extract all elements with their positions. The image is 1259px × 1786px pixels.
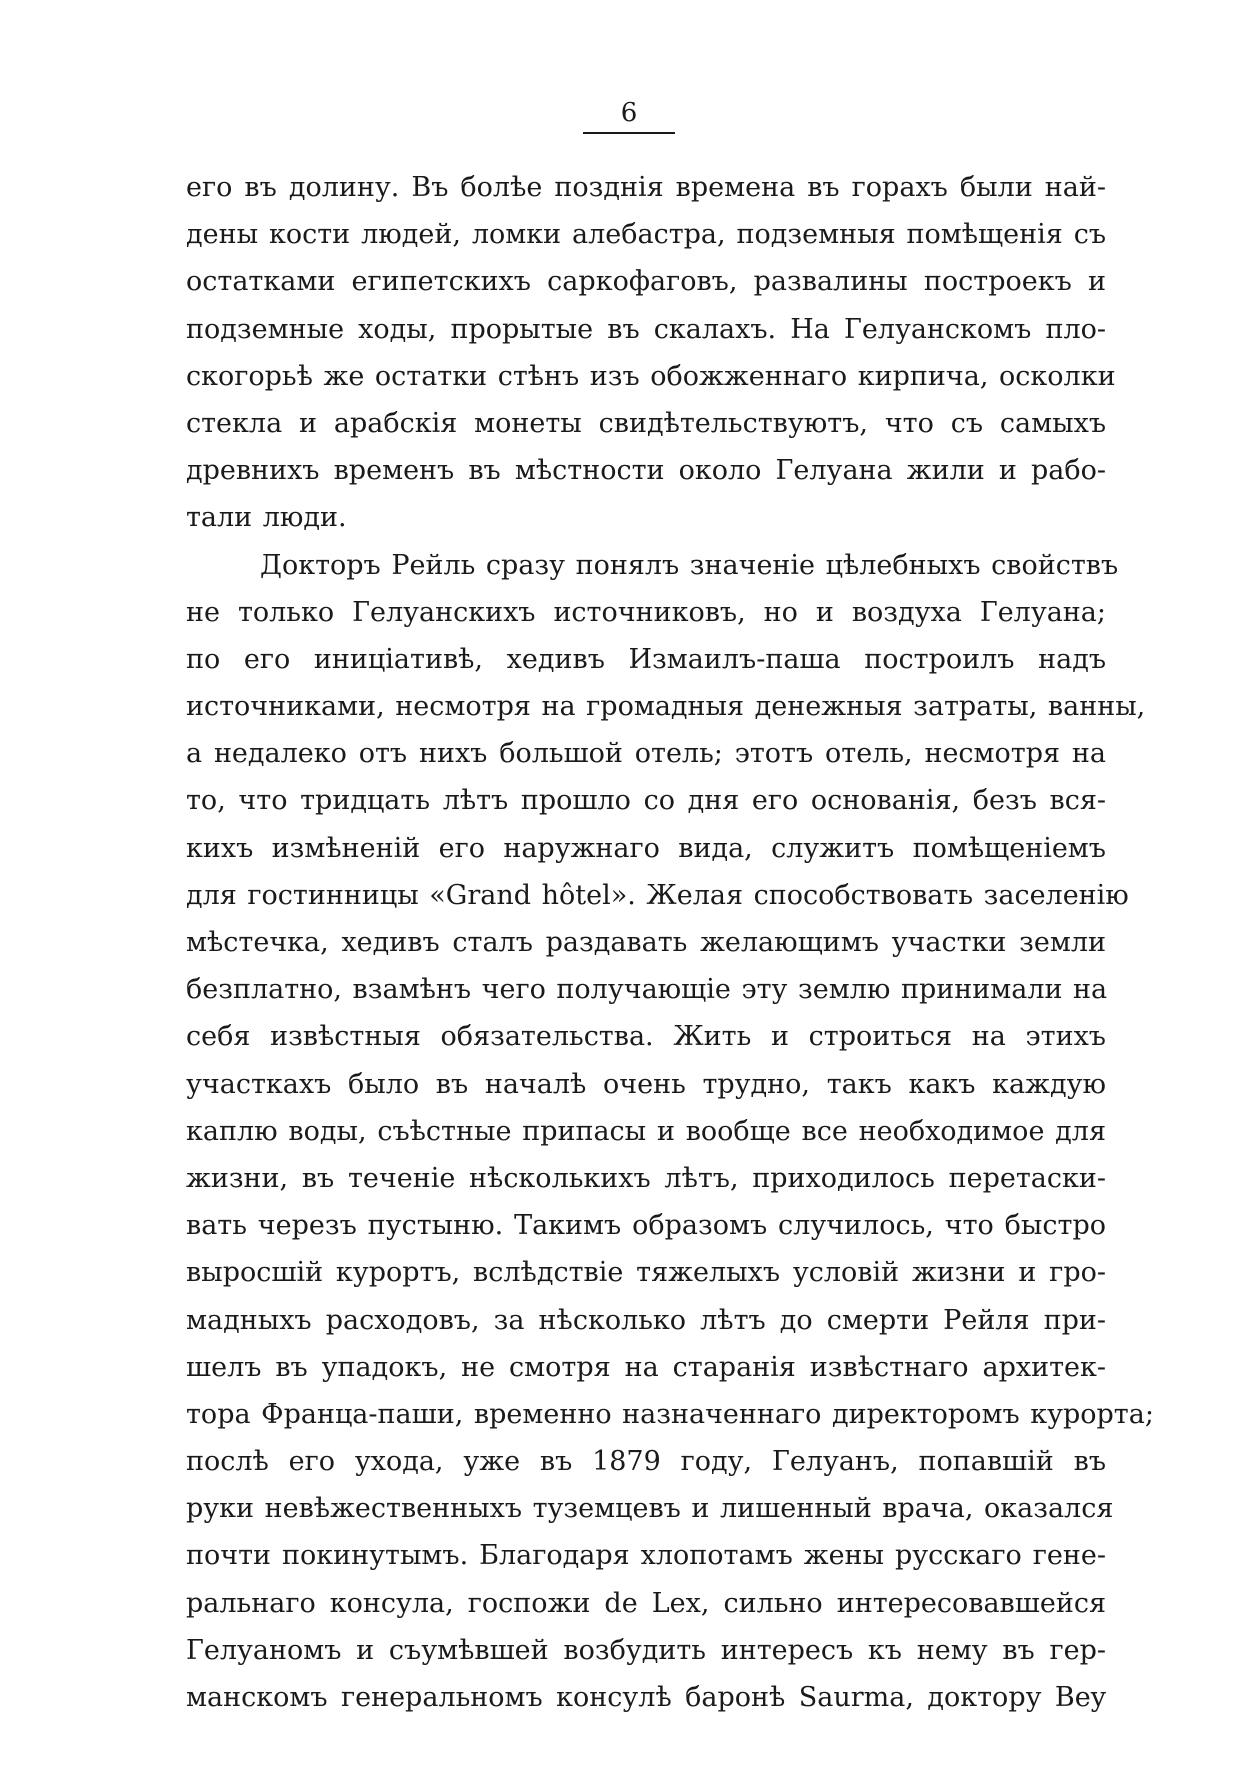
text-line: руки невѣжественныхъ туземцевъ и лишенный врача, оказался [186, 1493, 1114, 1525]
text-line: манскомъ генеральномъ консулѣ баронѣ Saurma, доктору Bey [186, 1682, 1106, 1713]
text-line: тора Франца-паши, временно назначеннаго директоромъ курорта; [186, 1398, 1154, 1430]
text-line: по его иниціативѣ, хедивъ Измаилъ-паша построилъ надъ [186, 643, 1106, 675]
text-line: не только Гелуанскихъ источниковъ, но и воздуха Гелуана; [186, 596, 1106, 628]
text-line: безплатно, взамѣнъ чего получающіе эту землю принимали на [186, 974, 1108, 1006]
text-line: для гостинницы «Grand hôtel». Желая способствовать заселенію [186, 879, 1129, 911]
text-line: Докторъ Рейль сразу понялъ значеніе цѣлебныхъ свойствъ [260, 549, 1119, 581]
text-line: древнихъ временъ въ мѣстности около Гелуана жили и рабо- [186, 455, 1106, 487]
text-line: вать черезъ пустыню. Такимъ образомъ случилось, что быстро [186, 1210, 1106, 1242]
text-line: Гелуаномъ и съумѣвшей возбудить интересъ къ нему въ гер- [186, 1634, 1106, 1666]
page-number-rule [583, 132, 675, 134]
text-line: источниками, несмотря на громадныя денежныя затраты, ванны, [186, 691, 1146, 723]
text-line: то, что тридцать лѣтъ прошло со дня его основанія, безъ вся- [186, 785, 1106, 817]
text-line: мадныхъ расходовъ, за нѣсколько лѣтъ до смерти Рейля при- [186, 1304, 1106, 1336]
text-line: дены кости людей, ломки алебастра, подземныя помѣщенія съ [186, 219, 1106, 251]
text-line: а недалеко отъ нихъ большой отель; этотъ отель, несмотря на [186, 738, 1106, 770]
text-line: остатками египетскихъ саркофаговъ, развалины построекъ и [186, 266, 1106, 298]
text-line: себя извѣстныя обязательства. Жить и строиться на этихъ [186, 1021, 1106, 1053]
paragraph-2 [186, 542, 1154, 1722]
text-line: жизни, въ теченіе нѣсколькихъ лѣтъ, приходилось перетаски- [186, 1162, 1106, 1194]
text-line: тали люди. [186, 502, 347, 534]
text-line: послѣ его ухода, уже въ 1879 году, Гелуанъ, попавшій въ [186, 1446, 1106, 1478]
body-text [186, 164, 1154, 1721]
text-line: скогорьѣ же остатки стѣнъ изъ обожженнаго кирпича, осколки [186, 360, 1116, 392]
text-line: подземные ходы, прорытые въ скалахъ. На Гелуанскомъ пло- [186, 313, 1106, 345]
paragraph-1 [186, 164, 1116, 542]
text-line: выросшій курортъ, вслѣдствіе тяжелыхъ условій жизни и гро- [186, 1257, 1106, 1289]
text-line: шелъ въ упадокъ, не смотря на старанія извѣстнаго архитек- [186, 1351, 1106, 1383]
text-line: ральнаго консула, госпожи de Lex, сильно интересовавшейся [186, 1587, 1106, 1619]
page-number: 6 [620, 98, 638, 128]
text-line: каплю воды, съѣстные припасы и вообще все необходимое для [186, 1115, 1106, 1147]
text-line: участкахъ было въ началѣ очень трудно, такъ какъ каждую [186, 1068, 1106, 1100]
text-line: стекла и арабскія монеты свидѣтельствуютъ, что съ самыхъ [186, 407, 1106, 439]
text-line: кихъ измѣненій его наружнаго вида, служитъ помѣщеніемъ [186, 832, 1106, 864]
text-line: его въ долину. Въ болѣе позднія времена въ горахъ были най- [186, 172, 1106, 203]
text-line: мѣстечка, хедивъ сталъ раздавать желающимъ участки земли [186, 927, 1106, 958]
text-line: почти покинутымъ. Благодаря хлопотамъ жены русскаго гене- [186, 1540, 1106, 1572]
